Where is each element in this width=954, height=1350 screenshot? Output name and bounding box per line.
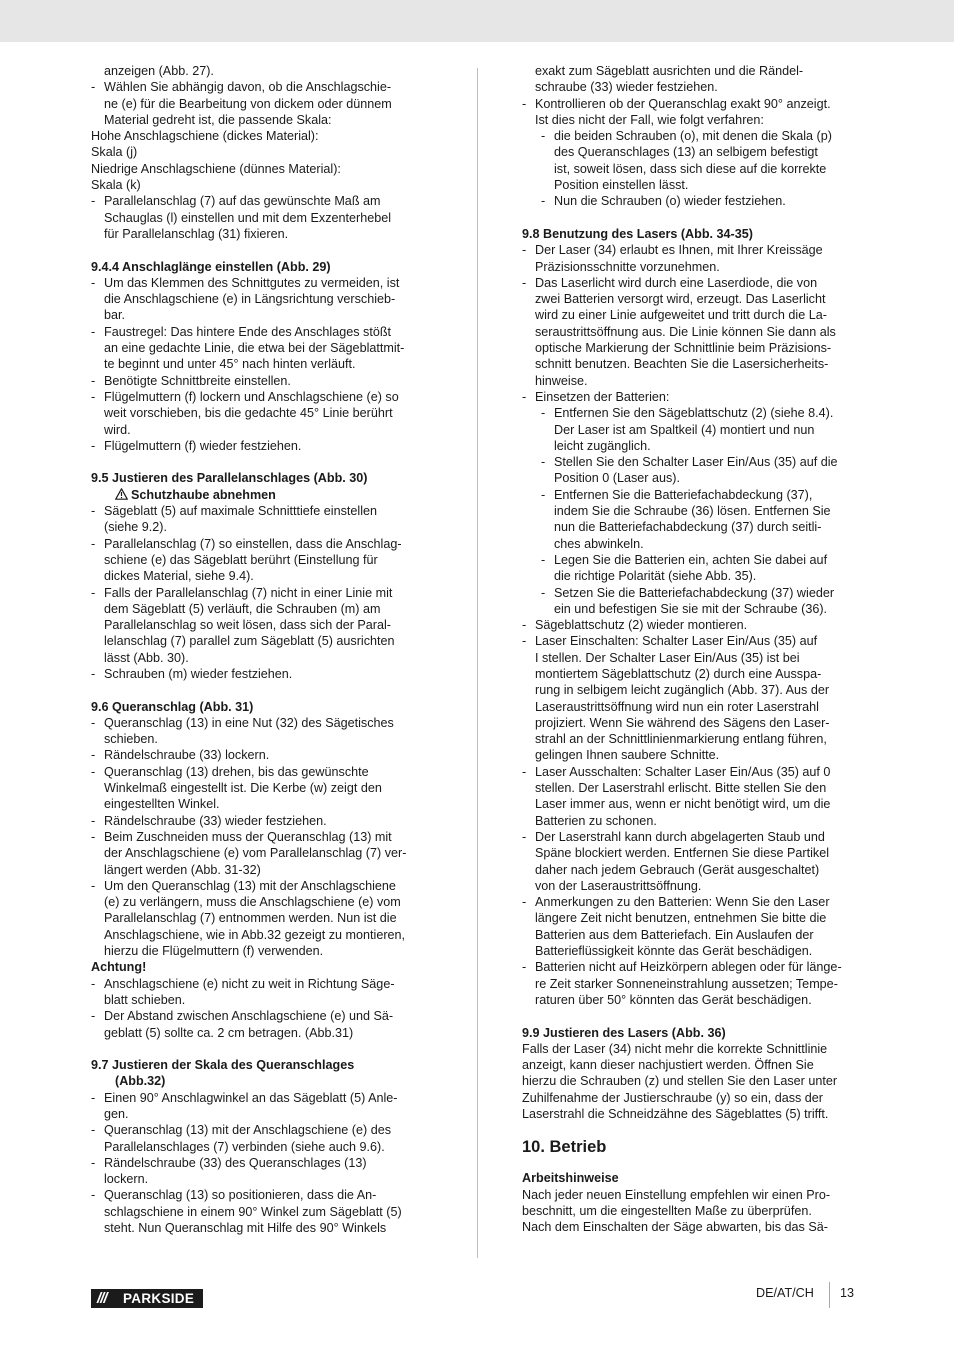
text-line: gen. — [104, 1107, 129, 1121]
text-line: projiziert. Wenn Sie während des Sägens den Laser- — [535, 715, 830, 730]
text-line: (e) zu verlängern, muss die Anschlagschiene (e) vom — [104, 895, 401, 910]
page-number: 13 — [840, 1286, 855, 1300]
text-line: die richtige Polarität (siehe Abb. 35). — [554, 569, 757, 584]
continued-block — [522, 63, 867, 210]
text-line: Laseraustrittsöffnung wird nun ein roter Laserstrahl — [535, 699, 819, 714]
text-line: Batterien aus dem Batteriefach. Ein Auslaufen der — [535, 927, 814, 942]
text-line: anzeigen (Abb. 27). — [104, 64, 214, 78]
warning-triangle-icon — [115, 488, 128, 500]
text-line: Schauglas (l) einstellen und mit dem Exzenterhebel — [104, 210, 392, 225]
text-line: - Laser Einschalten: Schalter Laser Ein/Aus (35) auf — [522, 633, 867, 649]
text-line: Position einstellen lässt. — [554, 178, 689, 193]
text-line: Präzisionsschnitte vorzunehmen. — [535, 259, 720, 274]
text-line: indem Sie die Schraube (36) lösen. Entfernen Sie — [554, 504, 831, 519]
text-line: re Zeit starker Sonneneinstrahlung aussetzen; Tempe- — [535, 976, 838, 991]
section-heading-9-8: 9.8 Benutzung des Lasers (Abb. 34-35) — [522, 226, 753, 241]
section-heading-9-5: 9.5 Justieren des Parallelanschlages (Abb. 30) — [91, 471, 368, 486]
text-line: der Anschlagschiene (e) vom Parallelanschlag (7) ver- — [104, 846, 407, 861]
text-line: dickes Material, siehe 9.4). — [104, 569, 254, 584]
text-line: Skala (j) — [91, 145, 138, 160]
text-line: wird. — [104, 422, 131, 437]
text-line: geblatt (5) sollte ca. 2 cm betragen. (Abb.31) — [104, 1025, 354, 1040]
text-line: bar. — [104, 308, 126, 323]
warning-text: Schutzhaube abnehmen — [131, 487, 276, 502]
text-line: von der Laseraustrittsöffnung. — [535, 878, 702, 893]
text-line: Position 0 (Laser aus). — [554, 471, 680, 486]
text-line: hinweise. — [535, 373, 588, 388]
text-line: Parallelanschlages (7) verbinden (siehe auch 9.6). — [104, 1139, 385, 1154]
text-line: anzeigt, kann dieser nachjustiert werden. Öffnen Sie — [522, 1058, 814, 1073]
footer-language: DE/AT/CH — [756, 1286, 814, 1300]
text-line: - Queranschlag (13) drehen, bis das gewünschte — [91, 764, 436, 780]
section-heading-9-7: 9.7 Justieren der Skala des Queranschlages — [91, 1058, 355, 1073]
text-line: Anschlagschiene, wie in Abb.32 gezeigt zu montieren, — [104, 927, 406, 942]
section-heading-9-4-4: 9.4.4 Anschlaglänge einstellen (Abb. 29) — [91, 259, 331, 274]
text-line: seraustrittsöffnung aus. Die Linie können Sie dann als — [535, 324, 836, 339]
bold-label: Achtung! — [91, 960, 147, 975]
intro-block — [91, 63, 436, 242]
text-line: schlagschiene in einem 90° Winkel zum Sägeblatt (5) — [104, 1204, 402, 1219]
text-line: I stellen. Der Schalter Laser Ein/Aus (35) ist bei — [535, 650, 800, 665]
text-line: - Parallelanschlag (7) so einstellen, dass die Anschlag- — [91, 536, 436, 552]
text-line: Skala (k) — [91, 178, 141, 193]
text-line: Parallelanschlag so weit lösen, dass sich der Paral- — [104, 618, 391, 633]
text-line: die Anschlagschiene (e) in Längsrichtung verschieb- — [104, 292, 396, 307]
text-line: weit vorschieben, bis die gedachte 45° Linie berührt — [104, 406, 393, 421]
text-line: - Um den Queranschlag (13) mit der Anschlagschiene — [91, 878, 436, 894]
text-line: zwei Batterien versorgt wird, erzeugt. Das Laserlicht — [535, 292, 826, 307]
text-line: nun die Batteriefachabdeckung (37) durch seitli- — [554, 520, 822, 535]
text-line: Späne blockiert werden. Entfernen Sie diese Partikel — [535, 846, 830, 861]
text-line: Nach jeder neuen Einstellung empfehlen wir einen Pro- — [522, 1187, 831, 1202]
column-divider — [477, 68, 478, 1258]
subheading-arbeitshinweise: Arbeitshinweise — [522, 1171, 619, 1186]
text-line: raturen über 50° könnten das Gerät beschädigen. — [535, 992, 812, 1007]
text-line: - Sägeblattschutz (2) wieder montieren. — [522, 617, 867, 633]
text-line: - Parallelanschlag (7) auf das gewünschte Maß am — [91, 193, 436, 209]
text-line: - Legen Sie die Batterien ein, achten Sie dabei auf — [522, 552, 867, 568]
text-line: - Queranschlag (13) so positionieren, dass die An- — [91, 1187, 436, 1203]
text-line: - Queranschlag (13) mit der Anschlagschiene (e) des — [91, 1122, 436, 1138]
text-line: schiene (e) das Sägeblatt berührt (Einstellung für — [104, 552, 378, 567]
text-line: rung in selbigem leicht zugänglich (Abb. 37). Aus der — [535, 683, 830, 698]
text-line: hierzu die Flügelmuttern (f) verwenden. — [104, 944, 324, 959]
text-line: - Benötigte Schnittbreite einstellen. — [91, 373, 436, 389]
text-line: lässt (Abb. 30). — [104, 650, 189, 665]
text-line: dem Sägeblatt (5) verläuft, die Schrauben (m) am — [104, 601, 381, 616]
text-line: - Laser Ausschalten: Schalter Laser Ein/Aus (35) auf 0 — [522, 764, 867, 780]
text-line: - Rändelschraube (33) wieder festziehen. — [91, 813, 436, 829]
text-line: lelanschlag (7) parallel zum Sägeblatt (5) ausrichten — [104, 634, 395, 649]
text-line: - Entfernen Sie den Sägeblattschutz (2) (siehe 8.4). — [522, 405, 867, 421]
text-line: - Setzen Sie die Batteriefachabdeckung (37) wieder — [522, 585, 867, 601]
text-line: Hohe Anschlagschiene (dickes Material): — [91, 129, 319, 144]
text-line: steht. Nun Queranschlag mit Hilfe des 90° Winkels — [104, 1221, 387, 1236]
section-body-9-6 — [91, 715, 436, 1041]
text-line: exakt zum Sägeblatt ausrichten und die Rändel- — [535, 64, 804, 78]
text-line: - Entfernen Sie die Batteriefachabdeckung (37), — [522, 487, 867, 503]
text-line: optische Markierung der Schnittlinie beim Präzisions- — [535, 341, 832, 356]
text-line: Laserstrahl die Schneidzähne des Sägeblattes (5) trifft. — [522, 1107, 829, 1121]
text-line: Parallelanschlag (7) entnommen werden. Nun ist die — [104, 911, 397, 926]
text-line: (siehe 9.2). — [104, 520, 167, 535]
text-line: gelingen Ihnen saubere Schnitte. — [535, 748, 720, 763]
text-line: beschnitt, um die eingestellten Maße zu überprüfen. — [522, 1203, 812, 1218]
text-line: leicht zugänglich. — [554, 438, 651, 453]
text-line: stellen. Der Laserstrahl erlischt. Bitte stellen Sie den — [535, 781, 827, 796]
section-body-9-9 — [522, 1041, 867, 1122]
logo-stripes: /// — [97, 1290, 107, 1307]
text-line: längert werden (Abb. 31-32) — [104, 862, 261, 877]
text-line: hierzu die Schrauben (z) und stellen Sie den Laser unter — [522, 1074, 838, 1089]
text-line: - Einsetzen der Batterien: — [522, 389, 867, 405]
text-line: Nach dem Einschalten der Säge abwarten, bis das Sä- — [522, 1220, 828, 1235]
text-line: Ist dies nicht der Fall, wie folgt verfahren: — [535, 112, 764, 127]
section-heading-9-9: 9.9 Justieren des Lasers (Abb. 36) — [522, 1025, 726, 1040]
logo-text: PARKSIDE — [123, 1291, 195, 1306]
text-line: Batterien zu schonen. — [535, 813, 657, 828]
text-line: Laser immer aus, wenn er nicht benötigt wird, um die — [535, 797, 831, 812]
text-line: te beginnt und unter 45° nach hinten verläuft. — [104, 357, 356, 372]
text-line: - Nun die Schrauben (o) wieder festziehen. — [522, 193, 867, 209]
text-line: - Faustregel: Das hintere Ende des Anschlages stößt — [91, 324, 436, 340]
section-body-9-4-4 — [91, 275, 436, 454]
text-line: - Beim Zuschneiden muss der Queranschlag (13) mit — [91, 829, 436, 845]
section-body-9-5 — [91, 503, 436, 682]
section-body-10 — [522, 1187, 867, 1236]
text-line: - Rändelschraube (33) lockern. — [91, 747, 436, 763]
section-body-9-7 — [91, 1090, 436, 1237]
text-line: - Anmerkungen zu den Batterien: Wenn Sie den Laser — [522, 894, 867, 910]
text-line: - die beiden Schrauben (o), mit denen die Skala (p) — [522, 128, 867, 144]
text-line: ne (e) für die Bearbeitung von dickem oder dünnem — [104, 96, 392, 111]
text-line: blatt schieben. — [104, 992, 186, 1007]
right-column — [522, 63, 867, 1235]
text-line: schnitt benutzen. Beachten Sie die Lasersicherheits- — [535, 357, 829, 372]
text-line: schraube (33) wieder festziehen. — [535, 80, 718, 95]
left-column — [91, 63, 436, 1236]
text-line: lockern. — [104, 1172, 149, 1187]
text-line: Batterieflüssigkeit könnte das Gerät beschädigen. — [535, 944, 813, 959]
chapter-heading-10: 10. Betrieb — [522, 1138, 607, 1157]
text-line: - Der Laserstrahl kann durch abgelagerten Staub und — [522, 829, 867, 845]
text-line: wird zu einer Linie aufgeweitet und tritt durch die La- — [535, 308, 827, 323]
text-line: - Einen 90° Anschlagwinkel an das Sägeblatt (5) Anle- — [91, 1090, 436, 1106]
text-line: - Das Laserlicht wird durch eine Laserdiode, die von — [522, 275, 867, 291]
text-line: strahl an der Schnittlinienmarkierung entlang führen, — [535, 732, 827, 747]
text-line: montiertem Sägeblattschutz (2) durch eine Ausspa- — [535, 666, 822, 681]
text-line: - Queranschlag (13) in eine Nut (32) des Sägetisches — [91, 715, 436, 731]
text-line: schieben. — [104, 732, 158, 747]
text-line: - Anschlagschiene (e) nicht zu weit in Richtung Säge- — [91, 976, 436, 992]
text-line: längere Zeit nicht benutzen, entnehmen Sie bitte die — [535, 911, 827, 926]
text-line: - Kontrollieren ob der Queranschlag exakt 90° anzeigt. — [522, 96, 867, 112]
text-line: - Falls der Parallelanschlag (7) nicht in einer Linie mit — [91, 585, 436, 601]
warning-line — [91, 487, 436, 503]
text-line: Zuhilfenahme der Justierschraube (y) so ein, dass der — [522, 1090, 823, 1105]
text-line: - Flügelmuttern (f) lockern und Anschlagschiene (e) so — [91, 389, 436, 405]
text-line: Material gedreht ist, die passende Skala: — [104, 112, 332, 127]
text-line: an eine gedachte Linie, die etwa bei der Sägeblattmit- — [104, 341, 405, 356]
text-line: für Parallelanschlag (31) fixieren. — [104, 226, 289, 241]
text-line: - Flügelmuttern (f) wieder festziehen. — [91, 438, 436, 454]
text-line: ches abwinkeln. — [554, 536, 644, 551]
text-line: ist, soweit lösen, dass sich diese auf die korrekte — [554, 161, 827, 176]
top-bar — [0, 0, 954, 42]
text-line: - Wählen Sie abhängig davon, ob die Anschlagschie- — [91, 79, 436, 95]
text-line: des Queranschlages (13) an selbigem befestigt — [554, 145, 818, 160]
section-heading-9-7-cont: (Abb.32) — [115, 1074, 166, 1089]
text-line: Niedrige Anschlagschiene (dünnes Material): — [91, 161, 341, 176]
text-line: - Stellen Sie den Schalter Laser Ein/Aus (35) auf die — [522, 454, 867, 470]
text-line: - Rändelschraube (33) des Queranschlages (13) — [91, 1155, 436, 1171]
section-body-9-8 — [522, 242, 867, 1008]
text-line: ein und befestigen Sie sie mit der Schraube (36). — [554, 601, 828, 616]
text-line: - Schrauben (m) wieder festziehen. — [91, 666, 436, 682]
text-line: - Sägeblatt (5) auf maximale Schnitttiefe einstellen — [91, 503, 436, 519]
text-line: Falls der Laser (34) nicht mehr die korrekte Schnittlinie — [522, 1041, 828, 1056]
text-line: eingestellten Winkel. — [104, 797, 220, 812]
text-line: - Der Abstand zwischen Anschlagschiene (e) und Sä- — [91, 1008, 436, 1024]
text-line: - Um das Klemmen des Schnittgutes zu vermeiden, ist — [91, 275, 436, 291]
section-heading-9-6: 9.6 Queranschlag (Abb. 31) — [91, 699, 254, 714]
text-line: Winkelmaß eingestellt ist. Die Kerbe (w) zeigt den — [104, 781, 382, 796]
footer-separator — [829, 1282, 830, 1308]
text-line: daher nach jedem Gebrauch (Gerät ausgeschaltet) — [535, 862, 820, 877]
text-line: - Batterien nicht auf Heizkörpern ablegen oder für länge- — [522, 959, 867, 975]
text-line: Der Laser ist am Spaltkeil (4) montiert und nun — [554, 422, 815, 437]
parkside-logo — [91, 1289, 203, 1308]
text-line: - Der Laser (34) erlaubt es Ihnen, mit Ihrer Kreissäge — [522, 242, 867, 258]
